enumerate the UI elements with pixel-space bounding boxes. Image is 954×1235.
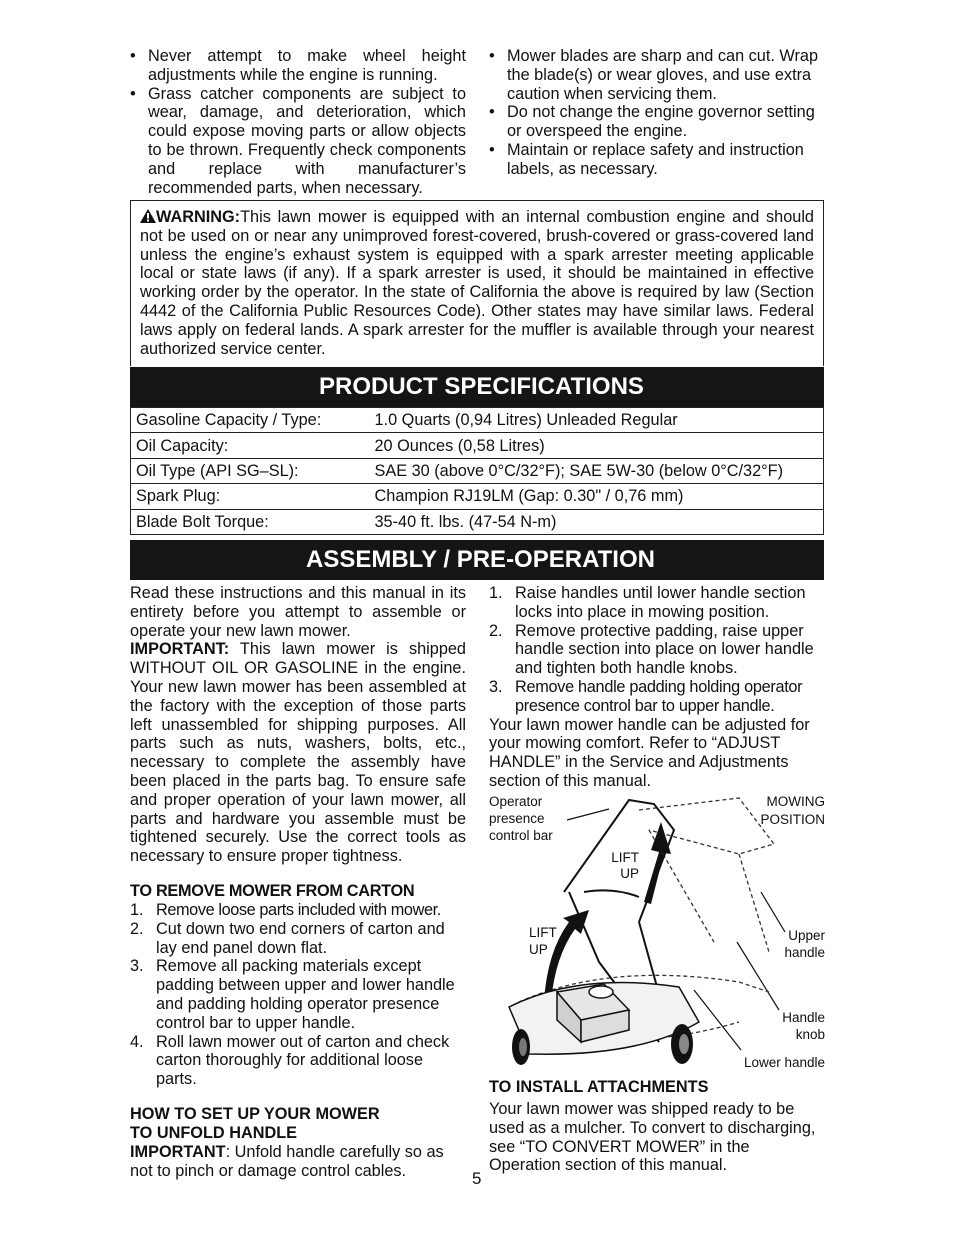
label-operator-bar: Operator presence control bar xyxy=(489,794,553,843)
step-text: Remove loose parts included with mower. xyxy=(156,900,441,919)
bullet-item: • Never attempt to make wheel height adjustments while the engine is running. xyxy=(130,47,466,85)
step-text: Roll lawn mower out of carton and check carton thoroughly for additional loose parts. xyxy=(156,1032,450,1089)
adjust-text: Your lawn mower handle can be adjusted for your mowing comfort. Refer to “ADJUST HANDLE” in the Service and Adjustments section of this manual. xyxy=(489,715,810,790)
label-upper-handle: Upper handle xyxy=(784,928,825,960)
page-number: 5 xyxy=(472,1169,482,1188)
specs-banner xyxy=(130,367,824,407)
list-item xyxy=(130,901,466,920)
bullet-item: • Do not change the engine governor setting or overspeed the engine. xyxy=(489,103,825,141)
specs-table xyxy=(130,407,824,535)
spec-label: Oil Type (API SG–SL): xyxy=(131,458,370,483)
left-column xyxy=(130,584,466,1181)
label-mowing-position: MOWING POSITION xyxy=(760,794,825,827)
step-number: 1. xyxy=(489,584,503,602)
step-text: Remove all packing materials except padding between upper and lower handle and padding holding operator presence control bar to upper handle. xyxy=(156,957,455,1032)
spec-label: Spark Plug: xyxy=(131,484,370,509)
step-text: Remove handle padding holding operator presence control bar to upper handle. xyxy=(515,677,803,715)
important-text: : Unfold handle carefully so as not to pinch or damage control cables. xyxy=(130,1142,444,1180)
list-item xyxy=(489,584,825,622)
warning-box xyxy=(130,200,824,366)
list-item xyxy=(130,957,466,1032)
wheel-icon xyxy=(512,1029,530,1065)
unfold-steps xyxy=(489,584,825,716)
important-paragraph xyxy=(130,640,466,866)
spec-value: 35-40 ft. lbs. (47-54 N-m) xyxy=(370,509,824,534)
spec-label: Gasoline Capacity / Type: xyxy=(131,408,370,433)
attach-heading: TO INSTALL ATTACHMENTS xyxy=(489,1078,709,1096)
unfold-heading: TO UNFOLD HANDLE xyxy=(130,1123,298,1142)
bullet-item: • Mower blades are sharp and can cut. Wrap the blade(s) or wear gloves, and use extra caution when servicing them. xyxy=(489,47,825,103)
unfold-important xyxy=(130,1143,466,1181)
spec-value: 20 Ounces (0,58 Litres) xyxy=(370,433,824,458)
step-number: 1. xyxy=(130,900,144,919)
warning-label: WARNING: xyxy=(156,208,241,226)
top-right-bullets xyxy=(489,47,825,179)
specs-title: PRODUCT SPECIFICATIONS xyxy=(319,373,644,400)
table-row xyxy=(131,458,824,483)
step-number: 2. xyxy=(130,919,144,938)
bullet-item: • Maintain or replace safety and instruction labels, as necessary. xyxy=(489,141,825,179)
list-item xyxy=(489,678,825,716)
spec-value: 1.0 Quarts (0,94 Litres) Unleaded Regular xyxy=(370,408,824,433)
spec-value: SAE 30 (above 0°C/32°F); SAE 5W-30 (below 0°C/32°F) xyxy=(370,458,824,483)
step-number: 4. xyxy=(130,1032,144,1051)
important-label: IMPORTANT: xyxy=(130,640,230,659)
carton-heading: TO REMOVE MOWER FROM CARTON xyxy=(130,881,415,900)
label-lift-up-left: LIFT UP xyxy=(529,925,557,957)
table-row xyxy=(131,433,824,458)
spec-label: Blade Bolt Torque: xyxy=(131,509,370,534)
step-number: 2. xyxy=(489,621,503,640)
top-left-bullets xyxy=(130,47,466,197)
bullet-item: • Grass catcher components are subject to wear, damage, and deterioration, which could expose moving parts or allow objects to be thrown. Frequently check components and replace with manufacturer’s recommended parts, when necessary. xyxy=(130,85,466,198)
spec-value: Champion RJ19LM (Gap: 0.30" / 0,76 mm) xyxy=(370,484,824,509)
table-row xyxy=(131,484,824,509)
attachments-section xyxy=(489,1078,825,1175)
step-text: Cut down two end corners of carton and lay end panel down flat. xyxy=(156,919,445,957)
warning-triangle-icon xyxy=(140,209,156,223)
list-item xyxy=(130,1033,466,1089)
important-label: IMPORTANT xyxy=(130,1142,226,1161)
carton-steps xyxy=(130,901,466,1089)
table-row xyxy=(131,408,824,433)
step-number: 3. xyxy=(130,957,144,976)
label-lower-handle: Lower handle xyxy=(743,1055,825,1070)
assembly-banner xyxy=(130,540,824,580)
setup-heading: HOW TO SET UP YOUR MOWER xyxy=(130,1104,380,1123)
handle-figure xyxy=(489,792,827,1072)
attach-text: Your lawn mower was shipped ready to be used as a mulcher. To convert to discharging, see “TO CONVERT MOWER” in the Operation section of this manual. xyxy=(489,1100,816,1175)
warning-text: This lawn mower is equipped with an internal combustion engine and should not be used on or near any unimproved forest-covered, brush-covered or grass-covered land unless the engine’s exhaust system is equipped with a spark arrester meeting applicable local or state laws (if any). If a spark arrester is used, it should be maintained in effective working order by the operator. In the state of California the above is required by law (Section 4442 of the California Public Resources Code). Other states may have similar laws. Federal laws apply on federal lands. A spark arrester for the muffler is available through your nearest authorized service center. xyxy=(140,208,814,358)
step-number: 3. xyxy=(489,677,503,696)
table-row xyxy=(131,509,824,534)
label-lift-up-top: LIFT UP xyxy=(611,850,639,881)
assembly-intro: Read these instructions and this manual in its entirety before you attempt to assemble or operate your new lawn mower. xyxy=(130,584,466,640)
spec-label: Oil Capacity: xyxy=(131,433,370,458)
important-text: This lawn mower is shipped WITHOUT OIL OR GASOLINE in the engine. Your new lawn mower has been assembled at the factory with the exception of those parts left unassembled for shipping purposes. All parts such as nuts, washers, bolts, etc., necessary to complete the assembly have been placed in the parts bag. To ensure safe and proper operation of your lawn mower, all parts and hardware you assemble must be tightened securely. Use the correct tools as necessary to ensure proper tightness. xyxy=(130,640,466,866)
assembly-title: ASSEMBLY / PRE-OPERATION xyxy=(306,546,655,573)
list-item xyxy=(489,622,825,678)
list-item xyxy=(130,920,466,958)
label-handle-knob: Handle knob xyxy=(782,1010,825,1042)
wheel-icon xyxy=(671,1024,693,1064)
step-text: Raise handles until lower handle section locks into place in mowing position. xyxy=(515,584,806,621)
step-text: Remove protective padding, raise upper handle section into place on lower handle and tighten both handle knobs. xyxy=(515,621,814,678)
right-column xyxy=(489,584,825,791)
